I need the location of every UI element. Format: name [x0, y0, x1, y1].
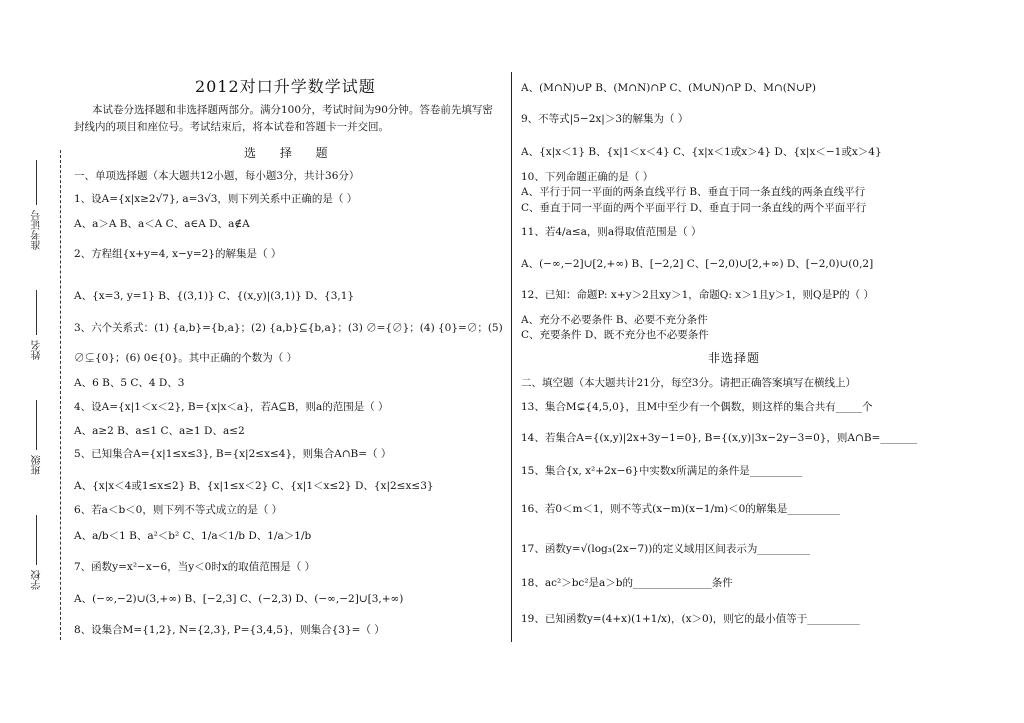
- question-options: A、{x=3, y=1} B、{(3,1)} C、{(x,y)|(3,1)} D、{3,1}: [74, 290, 355, 302]
- question-line: 13、集合M⊊{4,5,0}，且M中至少有一个偶数，则这样的集合共有_____个: [521, 401, 873, 413]
- question-options: A、平行于同一平面的两条直线平行 B、垂直于同一条直线的两条直线平行: [521, 186, 866, 198]
- question-options: A、a＞A B、a＜A C、a∈A D、a∉A: [74, 218, 250, 230]
- question-line: 16、若0＜m＜1，则不等式(x−m)(x−1/m)＜0的解集是__________: [521, 503, 840, 515]
- question-options: C、垂直于同一平面的两个平面平行 D、垂直于同一条直线的两个平面平行: [521, 202, 867, 214]
- question-line: 18、ac²＞bc²是a＞b的_______________条件: [521, 577, 733, 589]
- question-options: A、充分不必要条件 B、必要不充分条件: [521, 314, 708, 326]
- question-line: 5、已知集合A={x|1≤x≤3}, B={x|2≤x≤4}，则集合A∩B=（ ）: [74, 448, 392, 460]
- question-options: A、(M∩N)∪P B、(M∩N)∩P C、(M∪N)∩P D、M∩(N∪P): [521, 82, 816, 94]
- question-line: 3、六个关系式：(1) {a,b}={b,a}；(2) {a,b}⊆{b,a}；(3) ∅={∅}；(4) {0}=∅；(5): [74, 322, 503, 334]
- question-line: 6、若a＜b＜0，则下列不等式成立的是（ ）: [74, 504, 283, 516]
- question-options: C、充要条件 D、既不充分也不必要条件: [521, 329, 709, 341]
- question-line: 9、不等式|5−2x|＞3的解集为（ ）: [521, 113, 689, 125]
- section-heading: 选 择 题: [244, 146, 338, 160]
- side-blank-line: [36, 160, 37, 205]
- side-label-class: 班级: [32, 455, 43, 475]
- section-heading: 非选择题: [708, 351, 761, 365]
- question-line: 10、下列命题正确的是（ ）: [521, 171, 654, 183]
- question-options: A、(−∞,−2)∪(3,+∞) B、[−2,3] C、(−2,3) D、(−∞,−2]∪[3,+∞): [74, 593, 404, 605]
- question-line: 12、已知：命题P: x+y＞2且xy＞1，命题Q: x＞1且y＞1，则Q是P的（ ）: [521, 289, 874, 301]
- question-options: A、6 B、5 C、4 D、3: [74, 377, 185, 389]
- intro-text: 本试卷分选择题和非选择题两部分。满分100分，考试时间为90分钟。答卷前先填写密: [92, 104, 493, 116]
- question-line: 4、设A={x|1＜x＜2}, B={x|x＜a}，若A⊆B，则a的范围是（ ）: [74, 401, 389, 413]
- question-line: 8、设集合M={1,2}, N={2,3}, P={3,4,5}，则集合{3}=（ ）: [74, 624, 385, 636]
- question-line: 17、函数y=√(log₃(2x−7))的定义域用区间表示为__________: [521, 543, 810, 555]
- side-blank-line: [36, 515, 37, 565]
- question-options: A、a/b＜1 B、a²＜b² C、1/a＜1/b D、1/a＞1/b: [74, 530, 312, 542]
- question-line: 一、单项选择题（本大题共12小题，每小题3分，共计36分）: [74, 170, 360, 182]
- side-label-school: 学校: [32, 570, 43, 590]
- question-options: A、{x|x＜1} B、{x|1＜x＜4} C、{x|x＜1或x＞4} D、{x|x＜−1或x＞4}: [521, 146, 882, 158]
- question-options: A、(−∞,−2]∪[2,+∞) B、[−2,2] C、[−2,0)∪[2,+∞) D、[−2,0)∪(0,2]: [521, 258, 874, 270]
- question-line: 2、方程组{x+y=4, x−y=2}的解集是（ ）: [74, 248, 282, 260]
- page-title: 2012对口升学数学试题: [195, 77, 376, 96]
- question-line: 15、集合{x, x²+2x−6}中实数x所满足的条件是__________: [521, 465, 803, 477]
- question-line: 7、函数y=x²−x−6，当y＜0时x的取值范围是（ ）: [74, 561, 316, 573]
- side-blank-line: [36, 400, 37, 450]
- question-options: A、{x|x＜4或1≤x≤2} B、{x|1≤x＜2} C、{x|1＜x≤2} D、{x|2≤x≤3}: [74, 480, 434, 492]
- question-line: 11、若4/a≤a，则a得取值范围是（ ）: [521, 226, 702, 238]
- binding-dashed-line: [60, 150, 61, 640]
- side-label-name: 姓名: [32, 340, 43, 360]
- question-line: 19、已知函数y=(4+x)(1+1/x)，(x＞0)，则它的最小值等于__________: [521, 613, 860, 625]
- question-options: A、a≥2 B、a≤1 C、a≥1 D、a≤2: [74, 425, 245, 437]
- side-label-exam-number: 准考证号: [32, 210, 43, 250]
- question-line: ∅⊊{0}；(6) 0∈{0}。其中正确的个数为（ ）: [74, 352, 298, 364]
- side-blank-line: [36, 290, 37, 335]
- question-line: 14、若集合A={(x,y)|2x+3y−1=0}, B={(x,y)|3x−2y−3=0}，则A∩B=_______: [521, 432, 918, 444]
- column-divider: [511, 72, 512, 642]
- question-line: 1、设A={x|x≥2√7}, a=3√3，则下列关系中正确的是（ ）: [74, 193, 358, 205]
- intro-text: 封线内的项目和座位号。考试结束后，将本试卷和答题卡一并交回。: [74, 121, 389, 133]
- question-line: 二、填空题（本大题共计21分，每空3分。请把正确答案填写在横线上）: [521, 377, 857, 389]
